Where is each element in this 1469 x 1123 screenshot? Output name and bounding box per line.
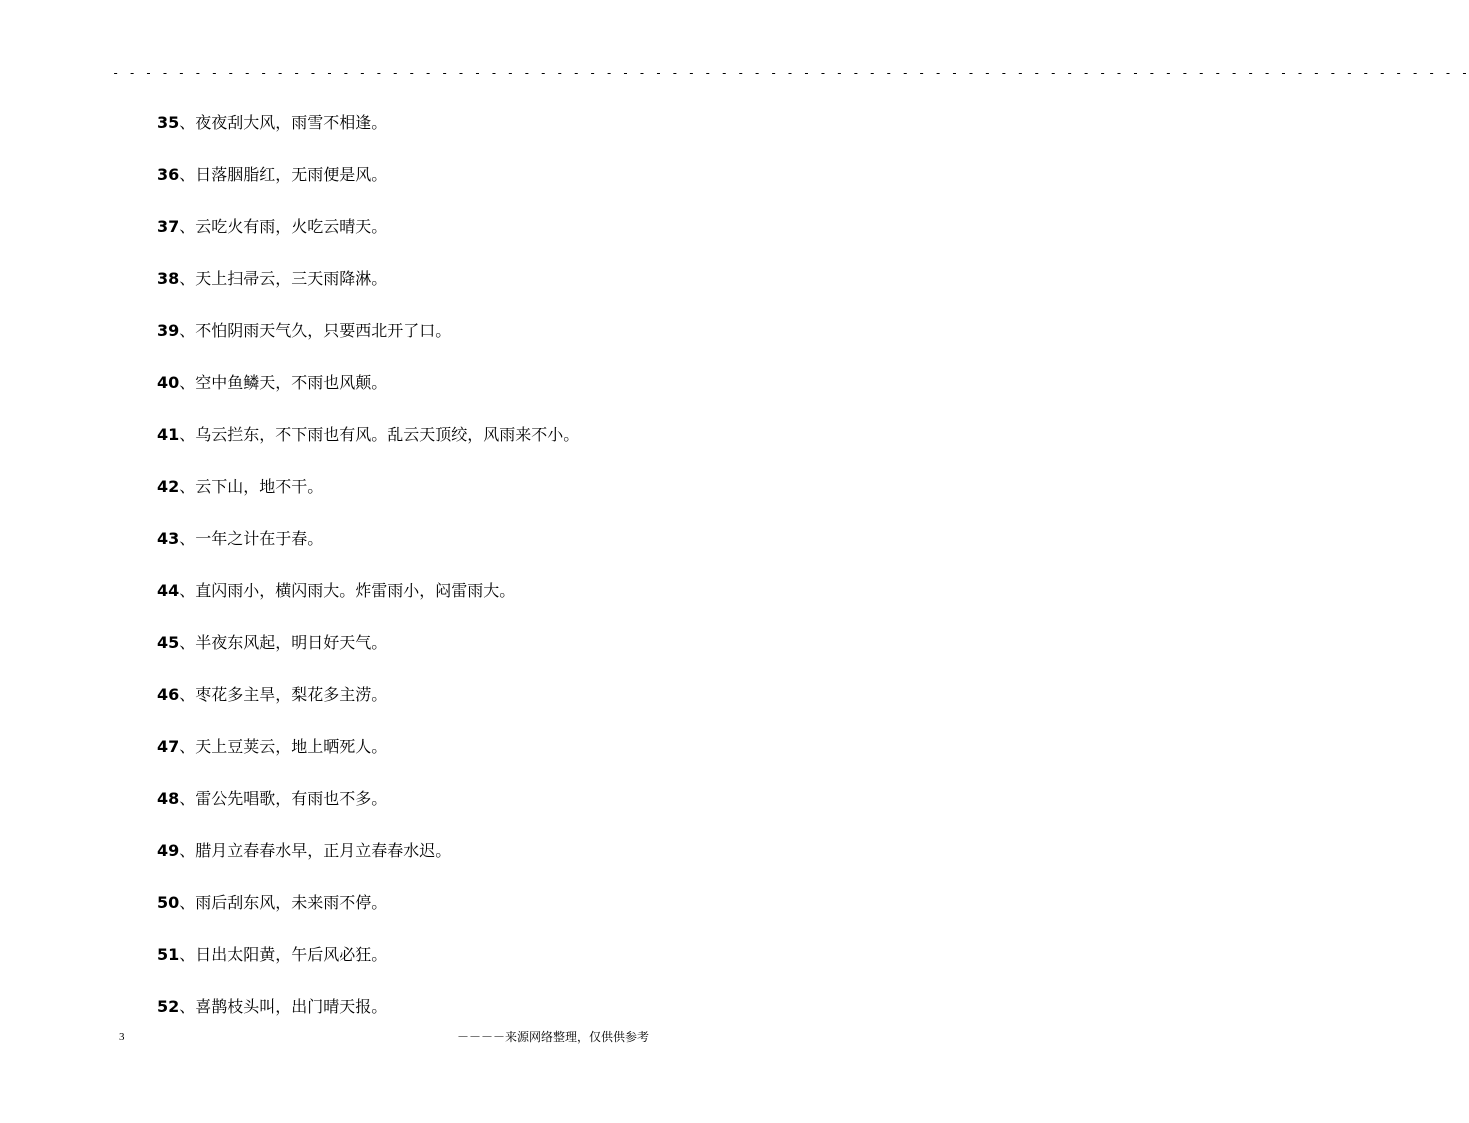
proverb-separator: 、 <box>179 269 196 288</box>
proverb-number: 44 <box>157 581 180 600</box>
list-item <box>157 629 387 657</box>
proverb-text: 云下山，地不干。 <box>195 477 324 496</box>
list-item <box>157 889 387 917</box>
proverb-separator: 、 <box>179 373 196 392</box>
list-item <box>157 993 387 1021</box>
proverb-text: 枣花多主旱，梨花多主涝。 <box>195 685 388 704</box>
proverb-text: 腊月立春春水早，正月立春春水迟。 <box>195 841 452 860</box>
proverb-separator: 、 <box>179 633 196 652</box>
proverb-text: 云吃火有雨，火吃云晴天。 <box>195 217 388 236</box>
proverb-text: 不怕阴雨天气久，只要西北开了口。 <box>195 321 452 340</box>
proverb-number: 37 <box>157 217 180 236</box>
proverb-text: 空中鱼鳞天，不雨也风颠。 <box>195 373 388 392</box>
proverb-text: 半夜东风起，明日好天气。 <box>195 633 388 652</box>
list-item <box>157 161 387 189</box>
proverb-number: 46 <box>157 685 180 704</box>
list-item <box>157 785 387 813</box>
proverb-separator: 、 <box>179 425 196 444</box>
proverb-number: 41 <box>157 425 180 444</box>
proverb-text: 雨后刮东风，未来雨不停。 <box>195 893 388 912</box>
proverb-separator: 、 <box>179 321 196 340</box>
proverb-separator: 、 <box>179 737 196 756</box>
proverb-number: 51 <box>157 945 180 964</box>
list-item <box>157 577 515 605</box>
proverb-separator: 、 <box>179 581 196 600</box>
proverb-number: 40 <box>157 373 180 392</box>
list-item <box>157 525 323 553</box>
proverb-text: 直闪雨小，横闪雨大。炸雷雨小，闷雷雨大。 <box>195 581 516 600</box>
proverb-text: 夜夜刮大风，雨雪不相逢。 <box>195 113 388 132</box>
proverb-number: 36 <box>157 165 180 184</box>
proverb-number: 47 <box>157 737 180 756</box>
list-item <box>157 369 387 397</box>
proverb-separator: 、 <box>179 529 196 548</box>
proverb-separator: 、 <box>179 789 196 808</box>
footer-note: －－－－来源网络整理，仅供供参考 <box>457 1030 650 1044</box>
proverb-text: 喜鹊枝头叫，出门晴天报。 <box>195 997 388 1016</box>
proverb-text: 日落胭脂红，无雨便是风。 <box>195 165 388 184</box>
list-item <box>157 837 451 865</box>
proverb-number: 43 <box>157 529 180 548</box>
proverb-text: 雷公先唱歌，有雨也不多。 <box>195 789 388 808</box>
list-item <box>157 733 387 761</box>
proverb-number: 45 <box>157 633 180 652</box>
proverb-text: 日出太阳黄，午后风必狂。 <box>195 945 388 964</box>
header-dashed-rule: - - - - - - - - - - - - - - - - - - - - - - - - - - - - - - - - - - - - - - - - - - - - - - - - - - - - - - - - - - - - - - - - - - - - - - - - - - - - - - - - - - - <box>112 66 1469 80</box>
proverb-number: 38 <box>157 269 180 288</box>
proverb-number: 50 <box>157 893 180 912</box>
list-item <box>157 265 387 293</box>
proverb-number: 39 <box>157 321 180 340</box>
list-item <box>157 213 387 241</box>
proverb-number: 35 <box>157 113 180 132</box>
proverb-text: 天上扫帚云，三天雨降淋。 <box>195 269 388 288</box>
proverb-number: 48 <box>157 789 180 808</box>
proverb-separator: 、 <box>179 945 196 964</box>
proverb-number: 49 <box>157 841 180 860</box>
proverb-text: 乌云拦东，不下雨也有风。乱云天顶绞，风雨来不小。 <box>195 425 580 444</box>
proverb-separator: 、 <box>179 841 196 860</box>
proverb-number: 52 <box>157 997 180 1016</box>
list-item <box>157 473 323 501</box>
list-item <box>157 941 387 969</box>
proverb-separator: 、 <box>179 113 196 132</box>
proverb-separator: 、 <box>179 893 196 912</box>
proverb-separator: 、 <box>179 997 196 1016</box>
proverb-separator: 、 <box>179 685 196 704</box>
proverb-separator: 、 <box>179 165 196 184</box>
proverb-text: 一年之计在于春。 <box>195 529 324 548</box>
list-item <box>157 681 387 709</box>
list-item <box>157 421 579 449</box>
list-item <box>157 317 451 345</box>
page-number: 3 <box>119 1031 125 1043</box>
list-item <box>157 109 387 137</box>
proverb-separator: 、 <box>179 217 196 236</box>
proverb-number: 42 <box>157 477 180 496</box>
proverb-text: 天上豆荚云，地上晒死人。 <box>195 737 388 756</box>
proverb-separator: 、 <box>179 477 196 496</box>
